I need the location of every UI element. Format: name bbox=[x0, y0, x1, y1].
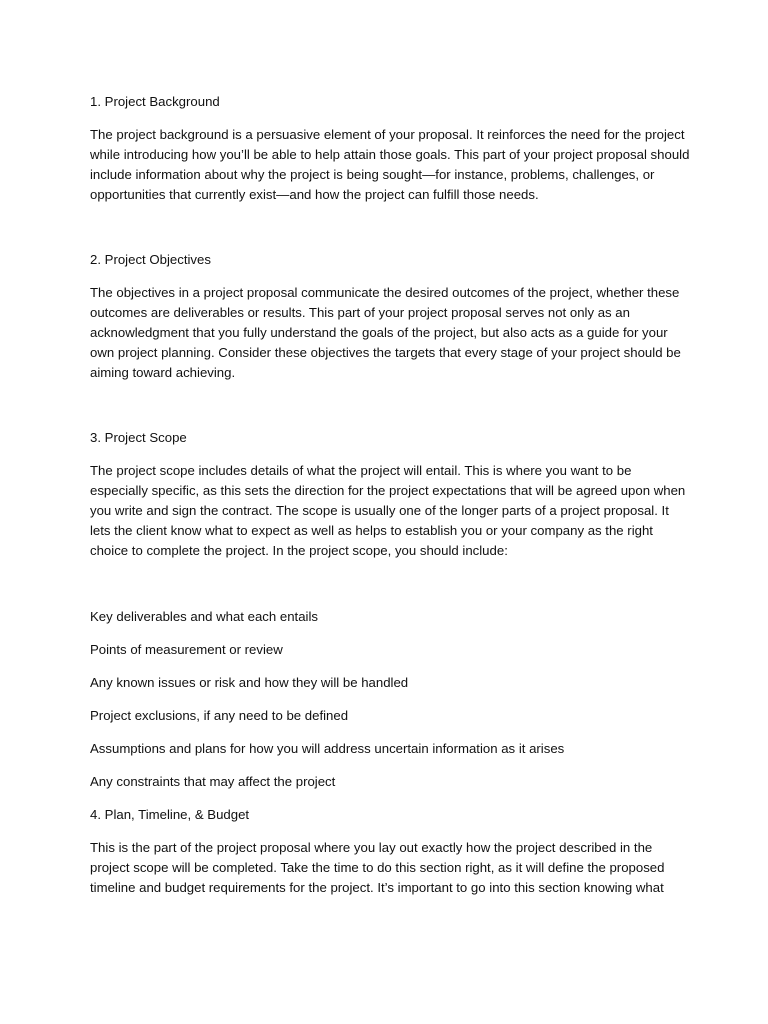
section-body-project-objectives: The objectives in a project proposal communicate the desired outcomes of the project, whether these outcomes are deliverables or results. This part of your project proposal serves not only as an acknowledgment that you fully understand the goals of the project, but also acts as a guide for your own project planning. Consider these objectives the targets that every stage of your project should be aiming toward achieving. bbox=[90, 285, 681, 380]
scope-list bbox=[90, 607, 690, 792]
section-heading-project-scope: 3. Project Scope bbox=[90, 430, 187, 445]
section-spacer bbox=[90, 383, 690, 428]
list-item: Key deliverables and what each entails bbox=[90, 609, 318, 624]
list-item: Points of measurement or review bbox=[90, 642, 283, 657]
list-item: Any constraints that may affect the project bbox=[90, 774, 336, 789]
section-body-project-scope: The project scope includes details of what the project will entail. This is where you want to be especially specific, as this sets the direction for the project expectations that will be agreed upon when you write and sign the contract. The scope is usually one of the longer parts of a project proposal. It lets the client know what to expect as well as helps to establish you or your company as the right choice to complete the project. In the project scope, you should include: bbox=[90, 463, 686, 558]
section-body-plan-timeline-budget: This is the part of the project proposal where you lay out exactly how the project described in the project scope will be completed. Take the time to do this section right, as it will define the proposed timeline and budget requirements for the project. It’s important to go into this section knowing what bbox=[90, 840, 665, 895]
document-content bbox=[90, 92, 690, 898]
list-item: Any known issues or risk and how they will be handled bbox=[90, 675, 409, 690]
section-body-project-background: The project background is a persuasive element of your proposal. It reinforces the need for the project while introducing how you’ll be able to help attain those goals. This part of your project proposal should include information about why the project is being sought—for instance, problems, challenges, or opportunities that currently exist—and how the project can fulfill those needs. bbox=[90, 127, 690, 202]
section-heading-project-objectives: 2. Project Objectives bbox=[90, 252, 211, 267]
section-heading-project-background: 1. Project Background bbox=[90, 94, 220, 109]
section-heading-plan-timeline-budget: 4. Plan, Timeline, & Budget bbox=[90, 807, 250, 822]
list-item: Assumptions and plans for how you will address uncertain information as it arises bbox=[90, 741, 565, 756]
section-spacer bbox=[90, 561, 690, 607]
list-item: Project exclusions, if any need to be defined bbox=[90, 708, 349, 723]
section-spacer bbox=[90, 205, 690, 250]
